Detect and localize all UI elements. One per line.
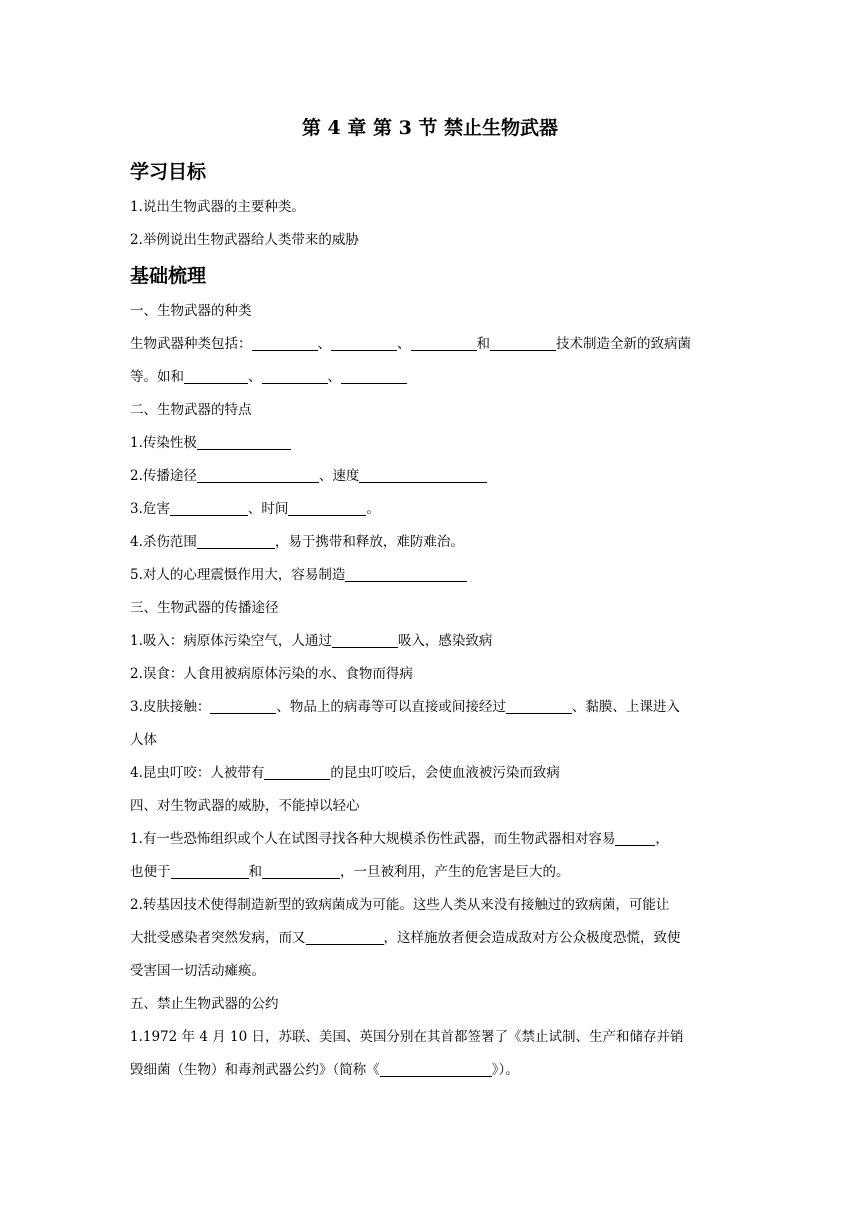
text-span: ，一旦被利用，产生的危害是巨大的。 — [340, 864, 570, 880]
subsection-heading-convention: 五、禁止生物武器的公约 — [130, 996, 279, 1012]
text-span: 4.杀伤范围 — [130, 534, 197, 550]
text-span: ，这样施放者便会造成敌对方公众极度恐慌，致使 — [383, 930, 681, 946]
fill-blank[interactable] — [252, 335, 318, 351]
feature-item-1 — [130, 427, 730, 460]
fill-blank[interactable] — [306, 929, 384, 945]
route-item-2: 2.误食：人食用被病原体污染的水、食物而得病 — [130, 666, 413, 682]
text-span: 、速度 — [318, 468, 360, 484]
types-line-2 — [130, 361, 730, 394]
text-span: 和 — [248, 864, 262, 880]
route-item-3 — [130, 691, 730, 724]
objective-item: 1.说出生物武器的主要种类。 — [130, 199, 305, 215]
convention-para-line-2 — [130, 1054, 730, 1087]
text-span: 3.危害 — [130, 501, 170, 517]
fill-blank[interactable] — [490, 335, 556, 351]
text-span: 的昆虫叮咬后，会使血液被污染而致病 — [330, 765, 560, 781]
text-span: 、 — [327, 369, 341, 385]
fill-blank[interactable] — [345, 566, 467, 582]
text-span: 1.传染性极 — [130, 435, 197, 451]
text-span: 。 — [366, 501, 380, 517]
subsection-heading-features: 二、生物武器的特点 — [130, 402, 252, 418]
fill-blank[interactable] — [341, 368, 407, 384]
learning-objectives-heading: 学习目标 — [130, 161, 207, 183]
text-span: 和 — [476, 336, 490, 352]
fill-blank[interactable] — [171, 863, 249, 879]
fill-blank[interactable] — [197, 533, 275, 549]
subsection-heading-types: 一、生物武器的种类 — [130, 303, 252, 319]
fill-blank[interactable] — [411, 335, 477, 351]
feature-item-2 — [130, 460, 730, 493]
text-span: 、黏膜、上课进入 — [571, 699, 680, 715]
text-span: 吸入，感染致病 — [397, 633, 493, 649]
feature-item-4 — [130, 526, 730, 559]
text-span: 大批受感染者突然发病，而又 — [130, 930, 306, 946]
types-line-1 — [130, 328, 730, 361]
route-item-3-continued: 人体 — [130, 732, 157, 748]
text-span: ， — [655, 831, 669, 847]
fill-blank[interactable] — [615, 830, 655, 846]
text-span: 也便于 — [130, 864, 171, 880]
fill-blank[interactable] — [210, 698, 276, 714]
route-item-1 — [130, 625, 730, 658]
fill-blank[interactable] — [359, 467, 487, 483]
text-span: 2.传播途径 — [130, 468, 197, 484]
fill-blank[interactable] — [264, 764, 330, 780]
text-span: 毁细菌（生物）和毒剂武器公约》（简称《 — [130, 1062, 380, 1078]
threat-para-2-line-3: 受害国一切活动瘫痪。 — [130, 963, 265, 979]
fill-blank[interactable] — [197, 467, 319, 483]
text-span: 生物武器种类包括： — [130, 336, 252, 352]
text-span: 4.昆虫叮咬：人被带有 — [130, 765, 265, 781]
feature-item-3 — [130, 493, 730, 526]
threat-para-2-line-1: 2.转基因技术使得制造新型的致病菌成为可能。这些人类从来没有接触过的致病菌，可能让 — [130, 897, 670, 913]
text-span: 、 — [397, 336, 411, 352]
text-span: ，易于携带和释放，难防难治。 — [274, 534, 464, 550]
fill-blank[interactable] — [262, 863, 340, 879]
document-title: 第 4 章 第 3 节 禁止生物武器 — [301, 117, 559, 139]
fill-blank[interactable] — [184, 368, 248, 384]
threat-para-1-line-1 — [130, 823, 730, 856]
text-span: 1.有一些恐怖组织或个人在试图寻找各种大规模杀伤性武器，而生物武器相对容易 — [130, 831, 616, 847]
fill-blank[interactable] — [197, 434, 291, 450]
text-span: 、时间 — [247, 501, 289, 517]
text-span: 技术制造全新的致病菌 — [556, 336, 691, 352]
fill-blank[interactable] — [506, 698, 572, 714]
text-span: 1.吸入：病原体污染空气，人通过 — [130, 633, 332, 649]
text-span: 、 — [317, 336, 331, 352]
text-span: 5.对人的心理震慑作用大，容易制造 — [130, 567, 346, 583]
basics-heading: 基础梳理 — [130, 265, 207, 287]
threat-para-2-line-2 — [130, 922, 730, 955]
text-span: 、物品上的病毒等可以直接或间接经过 — [276, 699, 506, 715]
convention-para-line-1: 1.1972 年 4 月 10 日，苏联、美国、英国分别在其首都签署了《禁止试制、生产和储存并销 — [130, 1029, 684, 1045]
feature-item-5 — [130, 559, 730, 592]
route-item-4 — [130, 757, 730, 790]
fill-blank[interactable] — [262, 368, 328, 384]
fill-blank[interactable] — [332, 632, 398, 648]
subsection-heading-routes: 三、生物武器的传播途径 — [130, 600, 279, 616]
text-span: 、 — [248, 369, 262, 385]
fill-blank[interactable] — [331, 335, 397, 351]
fill-blank[interactable] — [380, 1061, 492, 1077]
objective-item: 2.举例说出生物武器给人类带来的威胁 — [130, 232, 359, 248]
text-span: 等。如和 — [130, 369, 184, 385]
threat-para-1-line-2 — [130, 856, 730, 889]
text-span: 》）。 — [491, 1062, 519, 1078]
fill-blank[interactable] — [288, 500, 366, 516]
fill-blank[interactable] — [170, 500, 248, 516]
subsection-heading-threat: 四、对生物武器的威胁，不能掉以轻心 — [130, 798, 360, 814]
text-span: 3.皮肤接触： — [130, 699, 211, 715]
